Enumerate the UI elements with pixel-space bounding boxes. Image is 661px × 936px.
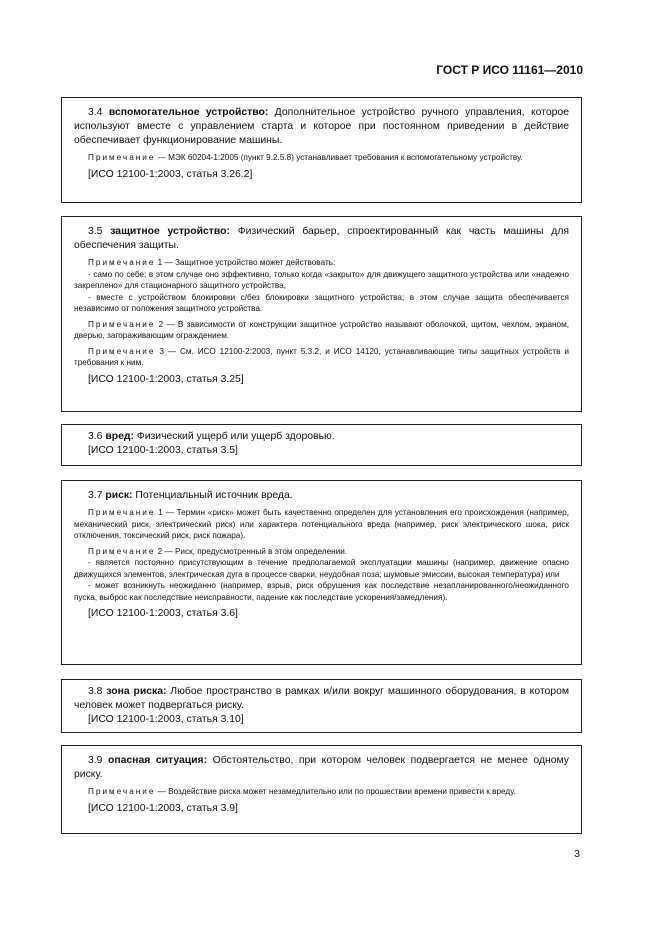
definition: Физический ущерб или ущерб здоровью. [136, 431, 335, 442]
note-2-item-b: - может возникнуть неожиданно (например, взрыв, риск обрушения как последствие незапланированного/неожиданного пуска, выброс как последствие неисправности, падение как последствие ускорения/замедления). [74, 581, 569, 602]
note-label: Примечание [88, 153, 156, 162]
definition-text [74, 489, 569, 503]
term: вред: [105, 431, 134, 442]
page-number: 3 [574, 848, 580, 860]
note-text: 2 — В зависимости от конструкции защитное устройство называют оболочкой, щитом, чехлом, экраном, дверью, загораживающим ограждением. [74, 319, 569, 340]
note-3 [74, 346, 569, 369]
definition: Дополнительное устройство ручного управления, которое используют вместе с управлением старта и которое при постоянном приведении в действие обеспечивает функционирование машины. [74, 107, 569, 146]
definition: Физический барьер, спроектированный как часть машины для обеспечения защиты. [74, 226, 570, 251]
note-1 [74, 257, 569, 269]
note-label: Примечание [88, 319, 156, 329]
note-2 [74, 319, 569, 342]
note-text: — МЭК 60204-1:2005 (пункт 9.2.5.8) устанавливает требования к вспомогательному устройству. [157, 153, 523, 162]
clause-number: 3.4 [88, 107, 103, 118]
definition-3-5 [61, 216, 582, 412]
definition: Обстоятельство, при котором человек подвергается не менее одному риску. [74, 755, 569, 780]
reference: [ИСО 12100-1:2003, статья 3.9] [88, 802, 238, 814]
note-label: Примечание [88, 546, 156, 556]
note-1-item-b: - вместе с устройством блокировки с/без блокировки защитного устройства; в этом случае защита обеспечивается независимо от положения защитного устройства. [74, 292, 569, 313]
reference: [ИСО 12100-1:2003, статья 3.10] [88, 714, 244, 725]
definition-3-4 [61, 97, 582, 203]
term: зона риска: [106, 686, 167, 697]
definition-text [74, 430, 569, 444]
clause-number: 3.7 [88, 490, 103, 501]
definition-text [74, 106, 569, 148]
note-text: 1 — Защитное устройство может действовать: [157, 258, 336, 267]
definition-text [74, 754, 569, 782]
note-text: — Воздействие риска может незамедлительно или по прошествии времени привести к вреду. [157, 787, 516, 796]
note-text: 3 — См. ИСО 12100-2:2003, пункт 5.3.2, и ИСО 14120, устанавливающие типы защитных устройств и требования к ним. [74, 346, 569, 367]
document-header: ГОСТ Р ИСО 11161—2010 [436, 63, 583, 77]
clause-number: 3.6 [88, 431, 103, 442]
definition: Потенциальный источник вреда. [135, 490, 293, 501]
clause-number: 3.5 [88, 226, 103, 237]
note [74, 152, 569, 164]
note [74, 786, 569, 798]
clause-number: 3.9 [88, 755, 103, 766]
note-label: Примечание [88, 258, 156, 267]
clause-number: 3.8 [88, 686, 103, 697]
definition-3-8 [61, 679, 582, 733]
note-2-item-a: - является постоянно присутствующим в течение предполагаемой эксплуатации машины (например, движение опасно движущихся элементов, электрическая дуга в процессе сварки, неудобная поза; шумовые эмиссии, высокая температура) или [74, 558, 569, 579]
reference: [ИСО 12100-1:2003, статья 3.25] [88, 373, 244, 385]
reference: [ИСО 12100-1:2003, статья 3.5] [88, 445, 238, 456]
note-text: 2 — Риск, предусмотренный в этом определении. [157, 546, 348, 556]
definition-3-7 [61, 480, 582, 665]
reference: [ИСО 12100-1:2003, статья 3.6] [88, 608, 238, 619]
term: защитное устройство: [110, 226, 230, 237]
term: риск: [105, 490, 133, 501]
note-1 [74, 507, 569, 542]
reference: [ИСО 12100-1:2003, статья 3.26.2] [88, 168, 253, 180]
note-text: 1 — Термин «риск» может быть качественно определен для установления его происхождения (например, механический риск, электрический риск) или характера потенциального вреда (например, риск электрического шока, риск отключения, токсический риск, риск пожара). [74, 508, 569, 540]
note-1-item-a: - само по себе; в этом случае оно эффективно, только когда «закрыто» для движущего защитного устройства или «надежно закреплено» для стационарного защитного устройства, [74, 269, 569, 290]
definition: Любое пространство в рамках и/или вокруг машинного оборудования, в котором человек может подвергаться риску. [74, 686, 569, 711]
definition-3-9 [61, 745, 582, 834]
definition-3-6 [61, 424, 582, 466]
definition-text [74, 225, 569, 253]
note-label: Примечание [88, 787, 156, 796]
note-label: Примечание [88, 346, 156, 356]
note-2 [74, 546, 569, 558]
term: опасная ситуация: [108, 755, 208, 766]
note-label: Примечание [88, 508, 156, 517]
definition-text [74, 685, 569, 713]
term: вспомогательное устройство: [108, 107, 269, 118]
